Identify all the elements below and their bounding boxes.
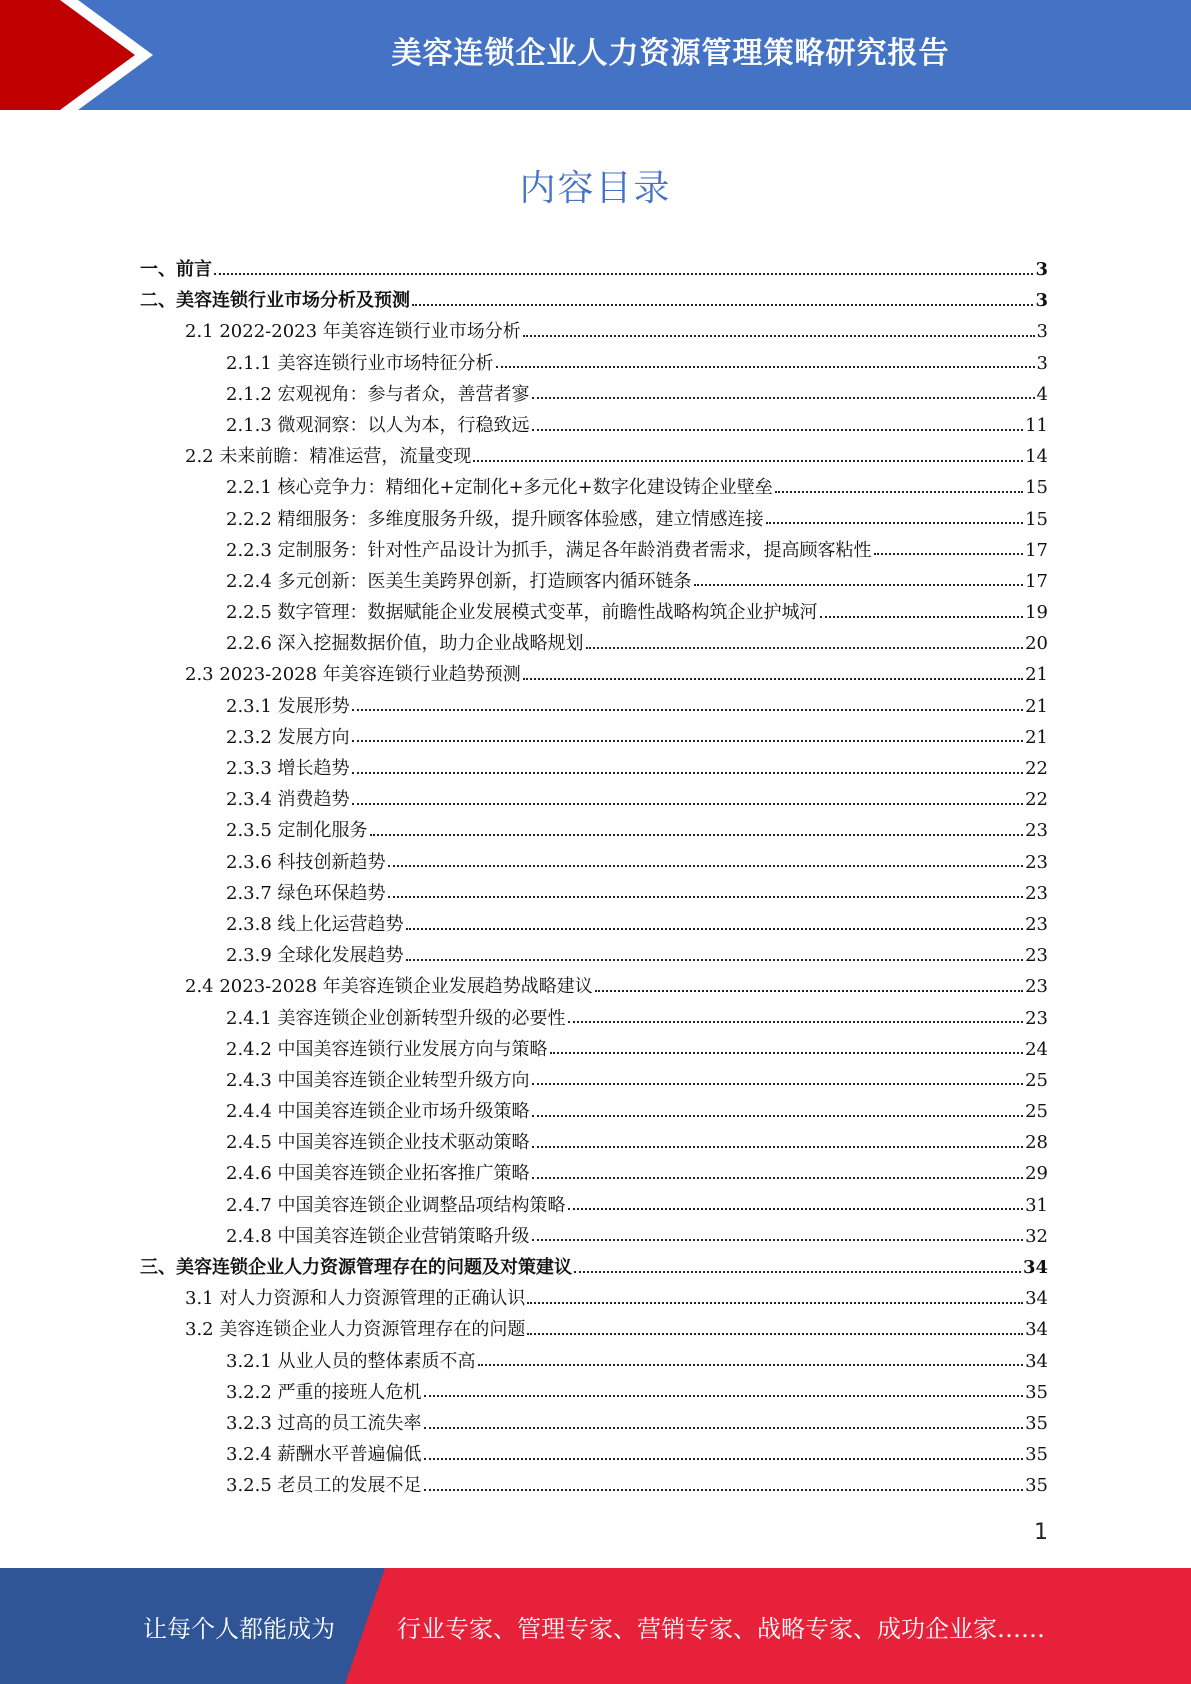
- toc-dot-leader: [532, 1239, 1024, 1241]
- toc-entry-page: 23: [1025, 913, 1048, 935]
- toc-dot-leader: [388, 865, 1024, 867]
- toc-entry[interactable]: [140, 1158, 1048, 1189]
- toc-dot-leader: [352, 709, 1024, 711]
- toc-dot-leader: [352, 772, 1024, 774]
- toc-entry-page: 34: [1025, 1319, 1048, 1341]
- toc-dot-leader: [775, 491, 1023, 493]
- toc-dot-leader: [370, 834, 1024, 836]
- toc-entry[interactable]: [140, 1096, 1048, 1127]
- toc-entry[interactable]: [140, 1252, 1048, 1283]
- report-title: 美容连锁企业人力资源管理策略研究报告: [391, 36, 950, 71]
- toc-entry-label: 2.2.4 多元创新：医美生美跨界创新，打造顾客内循环链条: [226, 570, 692, 592]
- toc-entry-label: 2.2.1 核心竞争力：精细化+定制化+多元化+数字化建设铸企业壁垒: [226, 477, 773, 499]
- toc-entry[interactable]: [140, 285, 1048, 316]
- toc-dot-leader: [532, 1146, 1024, 1148]
- toc-entry[interactable]: [140, 659, 1048, 690]
- toc-entry-page: 25: [1025, 1069, 1048, 1091]
- toc-dot-leader: [412, 304, 1033, 306]
- toc-entry[interactable]: [140, 1470, 1048, 1501]
- toc-dot-leader: [568, 1208, 1024, 1210]
- toc-dot-leader: [406, 928, 1024, 930]
- toc-entry-label: 3.2.4 薪酬水平普遍偏低: [226, 1444, 422, 1466]
- toc-entry[interactable]: [140, 410, 1048, 441]
- toc-entry-page: 15: [1025, 508, 1048, 530]
- toc-entry-page: 34: [1025, 1288, 1048, 1310]
- toc-entry-page: 19: [1025, 602, 1048, 624]
- toc-entry-page: 22: [1025, 758, 1048, 779]
- footer-slogan-right: 行业专家、管理专家、营销专家、战略专家、成功企业家……: [397, 1614, 1045, 1643]
- toc-entry[interactable]: [140, 1377, 1048, 1408]
- toc-entry-page: 23: [1025, 820, 1048, 842]
- toc-entry-page: 11: [1025, 414, 1048, 436]
- toc-entry[interactable]: [140, 1314, 1048, 1345]
- toc-dot-leader: [496, 366, 1035, 368]
- toc-entry-page: 3: [1036, 321, 1048, 343]
- toc-dot-leader: [820, 616, 1024, 618]
- toc-entry[interactable]: [140, 815, 1048, 846]
- toc-dot-leader: [352, 740, 1024, 742]
- toc-entry[interactable]: [140, 909, 1048, 940]
- toc-entry-page: 35: [1025, 1381, 1048, 1403]
- toc-entry-page: 29: [1025, 1163, 1048, 1185]
- toc-entry-page: 35: [1025, 1444, 1048, 1466]
- toc-entry[interactable]: [140, 316, 1048, 347]
- toc-entry-page: 15: [1025, 477, 1048, 499]
- toc-dot-leader: [532, 1083, 1024, 1085]
- toc-dot-leader: [874, 553, 1024, 555]
- toc-dot-leader: [424, 1489, 1024, 1491]
- toc-entry[interactable]: [140, 940, 1048, 971]
- toc-entry-label: 3.2.3 过高的员工流失率: [226, 1412, 422, 1434]
- toc-entry-label: 2.3.1 发展形势: [226, 695, 350, 717]
- toc-dot-leader: [532, 397, 1035, 399]
- toc-entry-label: 2.4.2 中国美容连锁行业发展方向与策略: [226, 1038, 548, 1060]
- toc-entry[interactable]: [140, 1346, 1048, 1377]
- toc-entry-label: 2.1 2022-2023 年美容连锁行业市场分析: [185, 321, 521, 343]
- toc-dot-leader: [532, 1177, 1024, 1179]
- toc-entry-label: 一、前言: [140, 259, 212, 280]
- toc-entry-page: 23: [1025, 945, 1048, 967]
- toc-entry-label: 2.2 未来前瞻：精准运营，流量变现: [185, 446, 472, 468]
- toc-entry[interactable]: [140, 535, 1048, 566]
- toc-entry-page: 23: [1025, 882, 1048, 904]
- toc-heading: 内容目录: [519, 168, 672, 209]
- footer-banner: [0, 1568, 1191, 1684]
- toc-entry-page: 23: [1025, 1007, 1048, 1029]
- toc-entry-page: 23: [1025, 851, 1048, 873]
- toc-entry-label: 3.2.1 从业人员的整体素质不高: [226, 1350, 476, 1372]
- toc-entry-label: 3.1 对人力资源和人力资源管理的正确认识: [185, 1288, 526, 1310]
- toc-entry-label: 3.2.2 严重的接班人危机: [226, 1381, 422, 1403]
- toc-dot-leader: [532, 1115, 1024, 1117]
- toc-entry[interactable]: [140, 784, 1048, 815]
- toc-dot-leader: [523, 335, 1035, 337]
- toc-entry-label: 2.3.6 科技创新趋势: [226, 851, 386, 873]
- toc-entry[interactable]: [140, 1190, 1048, 1221]
- toc-dot-leader: [574, 1271, 1021, 1273]
- toc-entry-label: 2.4.3 中国美容连锁企业转型升级方向: [226, 1069, 530, 1091]
- toc-entry-label: 2.4.1 美容连锁企业创新转型升级的必要性: [226, 1007, 566, 1029]
- toc-entry[interactable]: [140, 379, 1048, 410]
- toc-entry-page: 34: [1025, 1350, 1048, 1372]
- toc-dot-leader: [595, 990, 1023, 992]
- toc-entry-page: 3: [1036, 352, 1048, 374]
- toc-dot-leader: [766, 522, 1024, 524]
- toc-entry-label: 2.4 2023-2028 年美容连锁企业发展趋势战略建议: [185, 976, 593, 998]
- toc-entry-label: 2.1.1 美容连锁行业市场特征分析: [226, 352, 494, 374]
- toc-entry[interactable]: [140, 971, 1048, 1002]
- toc-entry-page: 24: [1025, 1038, 1048, 1060]
- toc-dot-leader: [424, 1458, 1024, 1460]
- toc-entry-label: 2.4.7 中国美容连锁企业调整品项结构策略: [226, 1194, 566, 1216]
- toc-dot-leader: [388, 896, 1024, 898]
- toc-entry-label: 2.4.8 中国美容连锁企业营销策略升级: [226, 1225, 530, 1247]
- toc-entry[interactable]: [140, 1408, 1048, 1439]
- toc-entry-label: 2.3.3 增长趋势: [226, 758, 350, 779]
- toc-entry[interactable]: [140, 566, 1048, 597]
- toc-entry-page: 14: [1025, 446, 1048, 468]
- toc-dot-leader: [478, 1364, 1024, 1366]
- toc-dot-leader: [586, 647, 1024, 649]
- toc-entry-label: 3.2.5 老员工的发展不足: [226, 1475, 422, 1497]
- toc-entry-label: 2.2.2 精细服务：多维度服务升级，提升顾客体验感，建立情感连接: [226, 508, 764, 530]
- toc-entry[interactable]: [140, 691, 1048, 722]
- toc-dot-leader: [424, 1395, 1024, 1397]
- toc-entry-label: 3.2 美容连锁企业人力资源管理存在的问题: [185, 1319, 526, 1341]
- toc-entry-label: 2.2.5 数字管理：数据赋能企业发展模式变革，前瞻性战略构筑企业护城河: [226, 602, 818, 624]
- toc-dot-leader: [694, 584, 1024, 586]
- toc-dot-leader: [527, 1333, 1023, 1335]
- toc-entry-label: 2.1.3 微观洞察：以人为本，行稳致远: [226, 414, 530, 436]
- toc-dot-leader: [406, 959, 1024, 961]
- toc-dot-leader: [214, 273, 1033, 275]
- toc-entry-label: 2.2.3 定制服务：针对性产品设计为抓手，满足各年龄消费者需求，提高顾客粘性: [226, 539, 872, 561]
- toc-entry[interactable]: [140, 441, 1048, 472]
- toc-entry-page: 17: [1025, 570, 1048, 592]
- toc-entry-label: 2.3 2023-2028 年美容连锁行业趋势预测: [185, 664, 521, 686]
- toc-dot-leader: [527, 1302, 1023, 1304]
- toc-dot-leader: [550, 1052, 1024, 1054]
- toc-entry[interactable]: [140, 1221, 1048, 1252]
- toc-entry[interactable]: [140, 1283, 1048, 1314]
- toc-dot-leader: [352, 803, 1024, 805]
- report-header-bar: [0, 0, 1191, 110]
- toc-entry[interactable]: [140, 254, 1048, 285]
- toc-entry-page: 21: [1025, 664, 1048, 686]
- toc-dot-leader: [424, 1427, 1024, 1429]
- toc-dot-leader: [532, 429, 1024, 431]
- toc-entry-page: 3: [1035, 290, 1048, 312]
- toc-entry-page: 4: [1036, 383, 1048, 405]
- toc-entry-label: 2.1.2 宏观视角：参与者众，善营者寥: [226, 383, 530, 405]
- toc-entry[interactable]: [140, 628, 1048, 659]
- toc-dot-leader: [523, 678, 1023, 680]
- toc-entry[interactable]: [140, 753, 1048, 784]
- toc-entry[interactable]: [140, 847, 1048, 878]
- toc-entry-page: 28: [1025, 1132, 1048, 1154]
- toc-entry-page: 22: [1025, 789, 1048, 811]
- footer-slogan-left: 让每个人都能成为: [143, 1614, 335, 1643]
- toc-entry-label: 2.3.9 全球化发展趋势: [226, 945, 404, 967]
- toc-entry-page: 34: [1022, 1257, 1048, 1278]
- toc-entry-page: 35: [1025, 1475, 1048, 1497]
- toc-entry-page: 25: [1025, 1101, 1048, 1123]
- toc-entry-page: 17: [1025, 539, 1048, 561]
- toc-entry-label: 二、美容连锁行业市场分析及预测: [140, 290, 410, 312]
- toc-entry[interactable]: [140, 878, 1048, 909]
- toc-entry-page: 3: [1035, 259, 1048, 280]
- toc-entry-label: 2.4.5 中国美容连锁企业技术驱动策略: [226, 1132, 530, 1154]
- toc-entry[interactable]: [140, 1127, 1048, 1158]
- toc-entry[interactable]: [140, 1065, 1048, 1096]
- toc-dot-leader: [568, 1021, 1024, 1023]
- toc-entry[interactable]: [140, 597, 1048, 628]
- toc-entry-label: 2.4.4 中国美容连锁企业市场升级策略: [226, 1101, 530, 1123]
- toc-entry-page: 20: [1025, 633, 1048, 655]
- toc-entry-label: 2.4.6 中国美容连锁企业拓客推广策略: [226, 1163, 530, 1185]
- toc-entry[interactable]: [140, 348, 1048, 379]
- toc-entry[interactable]: [140, 1003, 1048, 1034]
- toc-entry-page: 21: [1025, 695, 1048, 717]
- toc-entry-label: 2.3.4 消费趋势: [226, 789, 350, 811]
- header-red-chevron-decoration: [0, 0, 160, 110]
- toc-entry-page: 32: [1025, 1225, 1048, 1247]
- toc-dot-leader: [473, 460, 1023, 462]
- toc-entry[interactable]: [140, 722, 1048, 753]
- toc-entry-label: 2.3.8 线上化运营趋势: [226, 913, 404, 935]
- toc-entry-label: 三、美容连锁企业人力资源管理存在的问题及对策建议: [140, 1257, 572, 1278]
- toc-entry[interactable]: [140, 1439, 1048, 1470]
- page-number: 1: [1034, 1520, 1048, 1545]
- toc-entry-label: 2.3.2 发展方向: [226, 726, 350, 748]
- toc-entry-page: 31: [1025, 1194, 1048, 1216]
- toc-entry-label: 2.3.5 定制化服务: [226, 820, 368, 842]
- toc-entry-page: 35: [1025, 1412, 1048, 1434]
- toc-entry-label: 2.3.7 绿色环保趋势: [226, 882, 386, 904]
- table-of-contents: [140, 254, 1048, 1502]
- toc-entry[interactable]: [140, 504, 1048, 535]
- toc-entry[interactable]: [140, 472, 1048, 503]
- toc-entry-page: 21: [1025, 726, 1048, 748]
- toc-entry-page: 23: [1025, 976, 1048, 998]
- toc-entry-label: 2.2.6 深入挖掘数据价值，助力企业战略规划: [226, 633, 584, 655]
- toc-entry[interactable]: [140, 1034, 1048, 1065]
